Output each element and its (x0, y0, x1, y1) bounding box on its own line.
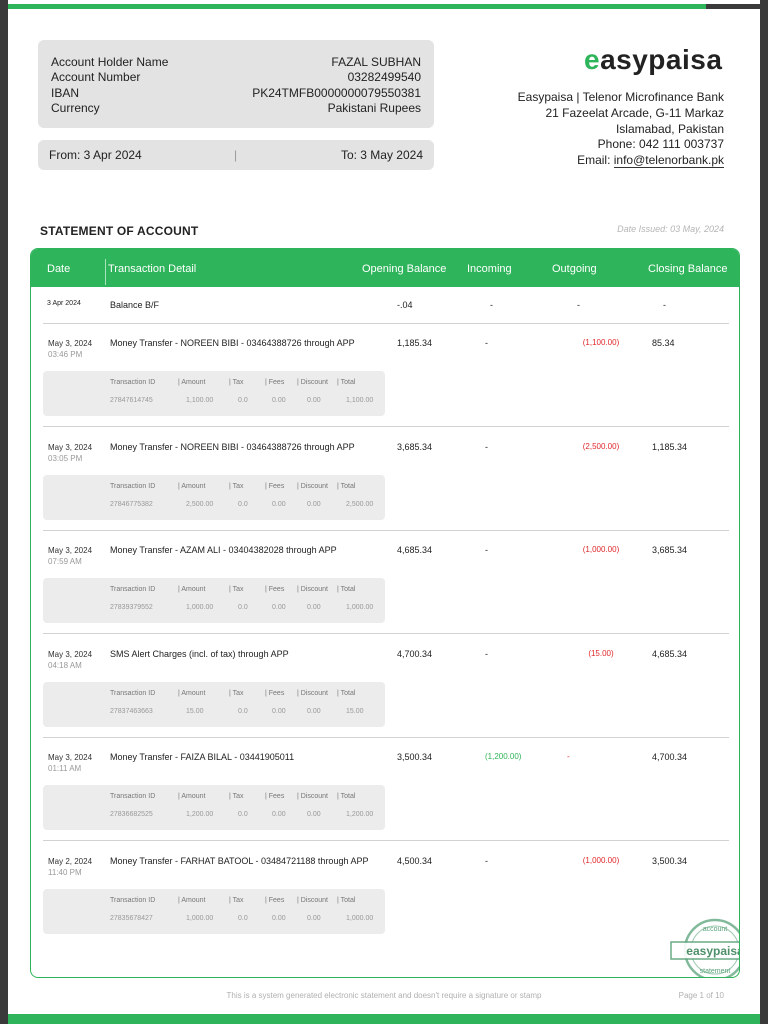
header-divider (105, 259, 106, 285)
page-number: Page 1 of 10 (678, 991, 724, 1000)
transaction-description: Money Transfer - FARHAT BATOOL - 03484721188 through APP (110, 856, 369, 866)
bf-description: Balance B/F (110, 300, 160, 310)
transaction-detail-panel (43, 578, 385, 623)
transaction-row (31, 531, 739, 634)
detail-discount-value: 0.00 (307, 708, 321, 715)
detail-header: Transaction ID (110, 483, 156, 490)
detail-discount-value: 0.00 (307, 397, 321, 404)
detail-tid-value: 27836682525 (110, 811, 153, 818)
detail-header: | Total (337, 690, 356, 697)
detail-header: | Tax (229, 483, 244, 490)
header-opening-balance: Opening Balance (362, 263, 447, 275)
detail-discount-value: 0.00 (307, 915, 321, 922)
transaction-description: Money Transfer - FAIZA BILAL - 03441905011 (110, 752, 295, 762)
period-from: From: 3 Apr 2024 (49, 148, 142, 162)
transaction-closing-balance: 3,685.34 (652, 545, 688, 555)
transaction-time: 11:40 PM (48, 868, 82, 877)
detail-total-value: 1,000.00 (346, 604, 374, 611)
transaction-incoming: (1,200.00) (485, 752, 522, 761)
period-separator: | (234, 148, 238, 162)
transaction-description: Money Transfer - NOREEN BIBI - 03464388726 through APP (110, 442, 355, 452)
transaction-time: 04:18 AM (48, 661, 82, 670)
header-incoming: Incoming (467, 263, 512, 275)
transactions-table (30, 248, 744, 978)
transaction-closing-balance: 3,500.34 (652, 856, 688, 866)
row-divider (43, 840, 729, 841)
detail-tid-value: 27839379552 (110, 604, 153, 611)
transaction-row (31, 324, 739, 427)
transaction-outgoing: (15.00) (588, 649, 614, 658)
transaction-date: May 3, 2024 (48, 443, 93, 452)
detail-fees-value: 0.00 (272, 915, 286, 922)
top-green-bar (8, 4, 706, 9)
detail-amount-value: 2,500.00 (186, 501, 214, 508)
statement-period-panel (38, 140, 434, 170)
detail-header: | Total (337, 897, 356, 904)
detail-fees-value: 0.00 (272, 501, 286, 508)
detail-tid-value: 27835678427 (110, 915, 153, 922)
detail-header: | Fees (265, 483, 285, 490)
detail-header: Transaction ID (110, 690, 156, 697)
transaction-time: 07:59 AM (48, 557, 82, 566)
transaction-outgoing: (1,100.00) (582, 338, 620, 347)
statement-title: STATEMENT OF ACCOUNT (40, 224, 199, 238)
detail-header: | Tax (229, 690, 244, 697)
easypaisa-logo: easypaisa (584, 44, 723, 75)
detail-tax-value: 0.0 (238, 501, 248, 508)
table-header (31, 249, 739, 287)
detail-tax-value: 0.0 (238, 604, 248, 611)
transaction-detail-panel (43, 371, 385, 416)
detail-amount-value: 1,100.00 (186, 397, 214, 404)
detail-header: | Amount (178, 897, 206, 904)
balance-bf-row (31, 287, 739, 323)
detail-header: | Amount (178, 379, 206, 386)
bf-incoming: - (490, 300, 493, 310)
transaction-incoming: - (485, 442, 488, 452)
detail-tax-value: 0.0 (238, 811, 248, 818)
transaction-detail-panel (43, 785, 385, 830)
detail-header: | Total (337, 379, 356, 386)
transaction-opening-balance: 4,500.34 (397, 856, 433, 866)
header-outgoing: Outgoing (552, 263, 597, 275)
transaction-incoming: - (485, 856, 488, 866)
transaction-time: 01:11 AM (48, 764, 82, 773)
account-holder-row (51, 55, 421, 71)
detail-amount-value: 1,200.00 (186, 811, 214, 818)
transaction-description: Money Transfer - NOREEN BIBI - 03464388726 through APP (110, 338, 355, 348)
detail-header: Transaction ID (110, 379, 156, 386)
transaction-outgoing: (2,500.00) (582, 442, 620, 451)
detail-header: | Fees (265, 690, 285, 697)
detail-discount-value: 0.00 (307, 501, 321, 508)
transaction-outgoing: - (567, 752, 570, 761)
detail-fees-value: 0.00 (272, 811, 286, 818)
detail-header: | Fees (265, 586, 285, 593)
transaction-detail-panel (43, 475, 385, 520)
currency-value: Pakistani Rupees (327, 101, 421, 115)
transaction-date: May 3, 2024 (48, 546, 93, 555)
transaction-outgoing: (1,000.00) (582, 856, 620, 865)
right-frame-edge (760, 0, 768, 1024)
detail-tid-value: 27837463663 (110, 708, 153, 715)
transaction-row (31, 842, 739, 945)
iban-label: IBAN (51, 86, 80, 100)
detail-header: Transaction ID (110, 897, 156, 904)
account-number-label: Account Number (51, 70, 141, 84)
detail-header: | Discount (297, 793, 328, 800)
transaction-incoming: - (485, 545, 488, 555)
detail-header: | Amount (178, 793, 206, 800)
detail-tid-value: 27847614745 (110, 397, 153, 404)
transaction-date: May 3, 2024 (48, 650, 93, 659)
easypaisa-stamp (669, 917, 744, 978)
detail-header: | Total (337, 793, 356, 800)
bank-address-line-2: Islamabad, Pakistan (615, 122, 724, 136)
transaction-closing-balance: 85.34 (652, 338, 675, 348)
iban-row (51, 86, 421, 102)
account-number-row (51, 70, 421, 86)
detail-header: | Total (337, 586, 356, 593)
transaction-opening-balance: 4,700.34 (397, 649, 433, 659)
detail-total-value: 1,000.00 (346, 915, 374, 922)
bank-phone: Phone: 042 111 003737 (597, 137, 724, 151)
transaction-opening-balance: 3,500.34 (397, 752, 433, 762)
detail-header: Transaction ID (110, 586, 156, 593)
stamp-bottom-text: statement (699, 968, 731, 975)
date-issued: Date Issued: 03 May, 2024 (617, 224, 724, 234)
transaction-closing-balance: 4,685.34 (652, 649, 688, 659)
transaction-date: May 3, 2024 (48, 339, 93, 348)
detail-amount-value: 1,000.00 (186, 915, 214, 922)
transaction-time: 03:05 PM (48, 454, 83, 463)
detail-tax-value: 0.0 (238, 397, 248, 404)
bank-email-link[interactable]: info@telenorbank.pk (613, 153, 724, 167)
bottom-green-bar (8, 1014, 760, 1024)
bank-email-line (577, 153, 724, 167)
detail-total-value: 15.00 (346, 708, 364, 715)
transaction-description: SMS Alert Charges (incl. of tax) through APP (110, 649, 289, 659)
detail-fees-value: 0.00 (272, 604, 286, 611)
transaction-detail-panel (43, 889, 385, 934)
detail-header: | Amount (178, 690, 206, 697)
detail-header: | Discount (297, 586, 328, 593)
account-info-panel (38, 40, 434, 128)
detail-total-value: 2,500.00 (346, 501, 374, 508)
detail-header: | Discount (297, 483, 328, 490)
transaction-opening-balance: 1,185.34 (397, 338, 433, 348)
account-holder-value: FAZAL SUBHAN (331, 55, 421, 69)
row-divider (43, 633, 729, 634)
top-dark-bar (706, 4, 760, 9)
detail-header: | Tax (229, 897, 244, 904)
detail-header: | Fees (265, 379, 285, 386)
detail-header: | Tax (229, 379, 244, 386)
transaction-row (31, 738, 739, 841)
detail-discount-value: 0.00 (307, 811, 321, 818)
header-date: Date (47, 263, 71, 275)
transaction-closing-balance: 1,185.34 (652, 442, 688, 452)
detail-header: | Tax (229, 793, 244, 800)
account-holder-label: Account Holder Name (51, 55, 169, 69)
stamp-middle-text: easypaisa (686, 944, 744, 958)
transaction-outgoing: (1,000.00) (582, 545, 620, 554)
transaction-row (31, 635, 739, 738)
transaction-date: May 2, 2024 (48, 857, 93, 866)
bank-address-line-1: 21 Fazeelat Arcade, G-11 Markaz (545, 106, 724, 120)
transaction-detail-panel (43, 682, 385, 727)
detail-header: | Total (337, 483, 356, 490)
left-frame-edge (0, 0, 8, 1024)
detail-header: Transaction ID (110, 793, 156, 800)
transaction-description: Money Transfer - AZAM ALI - 03404382028 through APP (110, 545, 337, 555)
period-to: To: 3 May 2024 (340, 148, 423, 162)
bf-outgoing: - (577, 300, 580, 310)
detail-header: | Amount (178, 483, 206, 490)
header-closing-balance: Closing Balance (648, 263, 728, 275)
header-transaction-detail: Transaction Detail (108, 263, 197, 275)
detail-total-value: 1,100.00 (346, 397, 374, 404)
detail-header: | Discount (297, 690, 328, 697)
row-divider (43, 426, 729, 427)
transaction-date: May 3, 2024 (48, 753, 93, 762)
detail-fees-value: 0.00 (272, 397, 286, 404)
currency-label: Currency (51, 101, 100, 115)
transaction-time: 03:46 PM (48, 350, 83, 359)
transaction-row (31, 428, 739, 531)
detail-tid-value: 27846775382 (110, 501, 153, 508)
transaction-incoming: - (485, 338, 488, 348)
account-number-value: 03282499540 (347, 70, 421, 84)
detail-amount-value: 15.00 (186, 708, 204, 715)
footer-note: This is a system generated electronic statement and doesn't require a signature or stamp (226, 991, 542, 1000)
currency-row (51, 101, 421, 117)
detail-header: | Amount (178, 586, 206, 593)
detail-header: | Discount (297, 379, 328, 386)
stamp-top-text: account (702, 926, 728, 933)
iban-value: PK24TMFB0000000079550381 (252, 86, 421, 100)
bank-email-label: Email: (577, 153, 614, 167)
detail-header: | Discount (297, 897, 328, 904)
detail-amount-value: 1,000.00 (186, 604, 214, 611)
detail-header: | Tax (229, 586, 244, 593)
bf-opening: -.04 (397, 300, 413, 310)
bf-date: 3 Apr 2024 (47, 300, 81, 307)
detail-fees-value: 0.00 (272, 708, 286, 715)
detail-header: | Fees (265, 897, 285, 904)
detail-total-value: 1,200.00 (346, 811, 374, 818)
detail-tax-value: 0.0 (238, 915, 248, 922)
detail-tax-value: 0.0 (238, 708, 248, 715)
detail-discount-value: 0.00 (307, 604, 321, 611)
detail-header: | Fees (265, 793, 285, 800)
transaction-incoming: - (485, 649, 488, 659)
transaction-closing-balance: 4,700.34 (652, 752, 688, 762)
transaction-opening-balance: 3,685.34 (397, 442, 433, 452)
bank-name-line: Easypaisa | Telenor Microfinance Bank (517, 90, 724, 104)
transaction-opening-balance: 4,685.34 (397, 545, 433, 555)
bf-closing: - (663, 300, 666, 310)
